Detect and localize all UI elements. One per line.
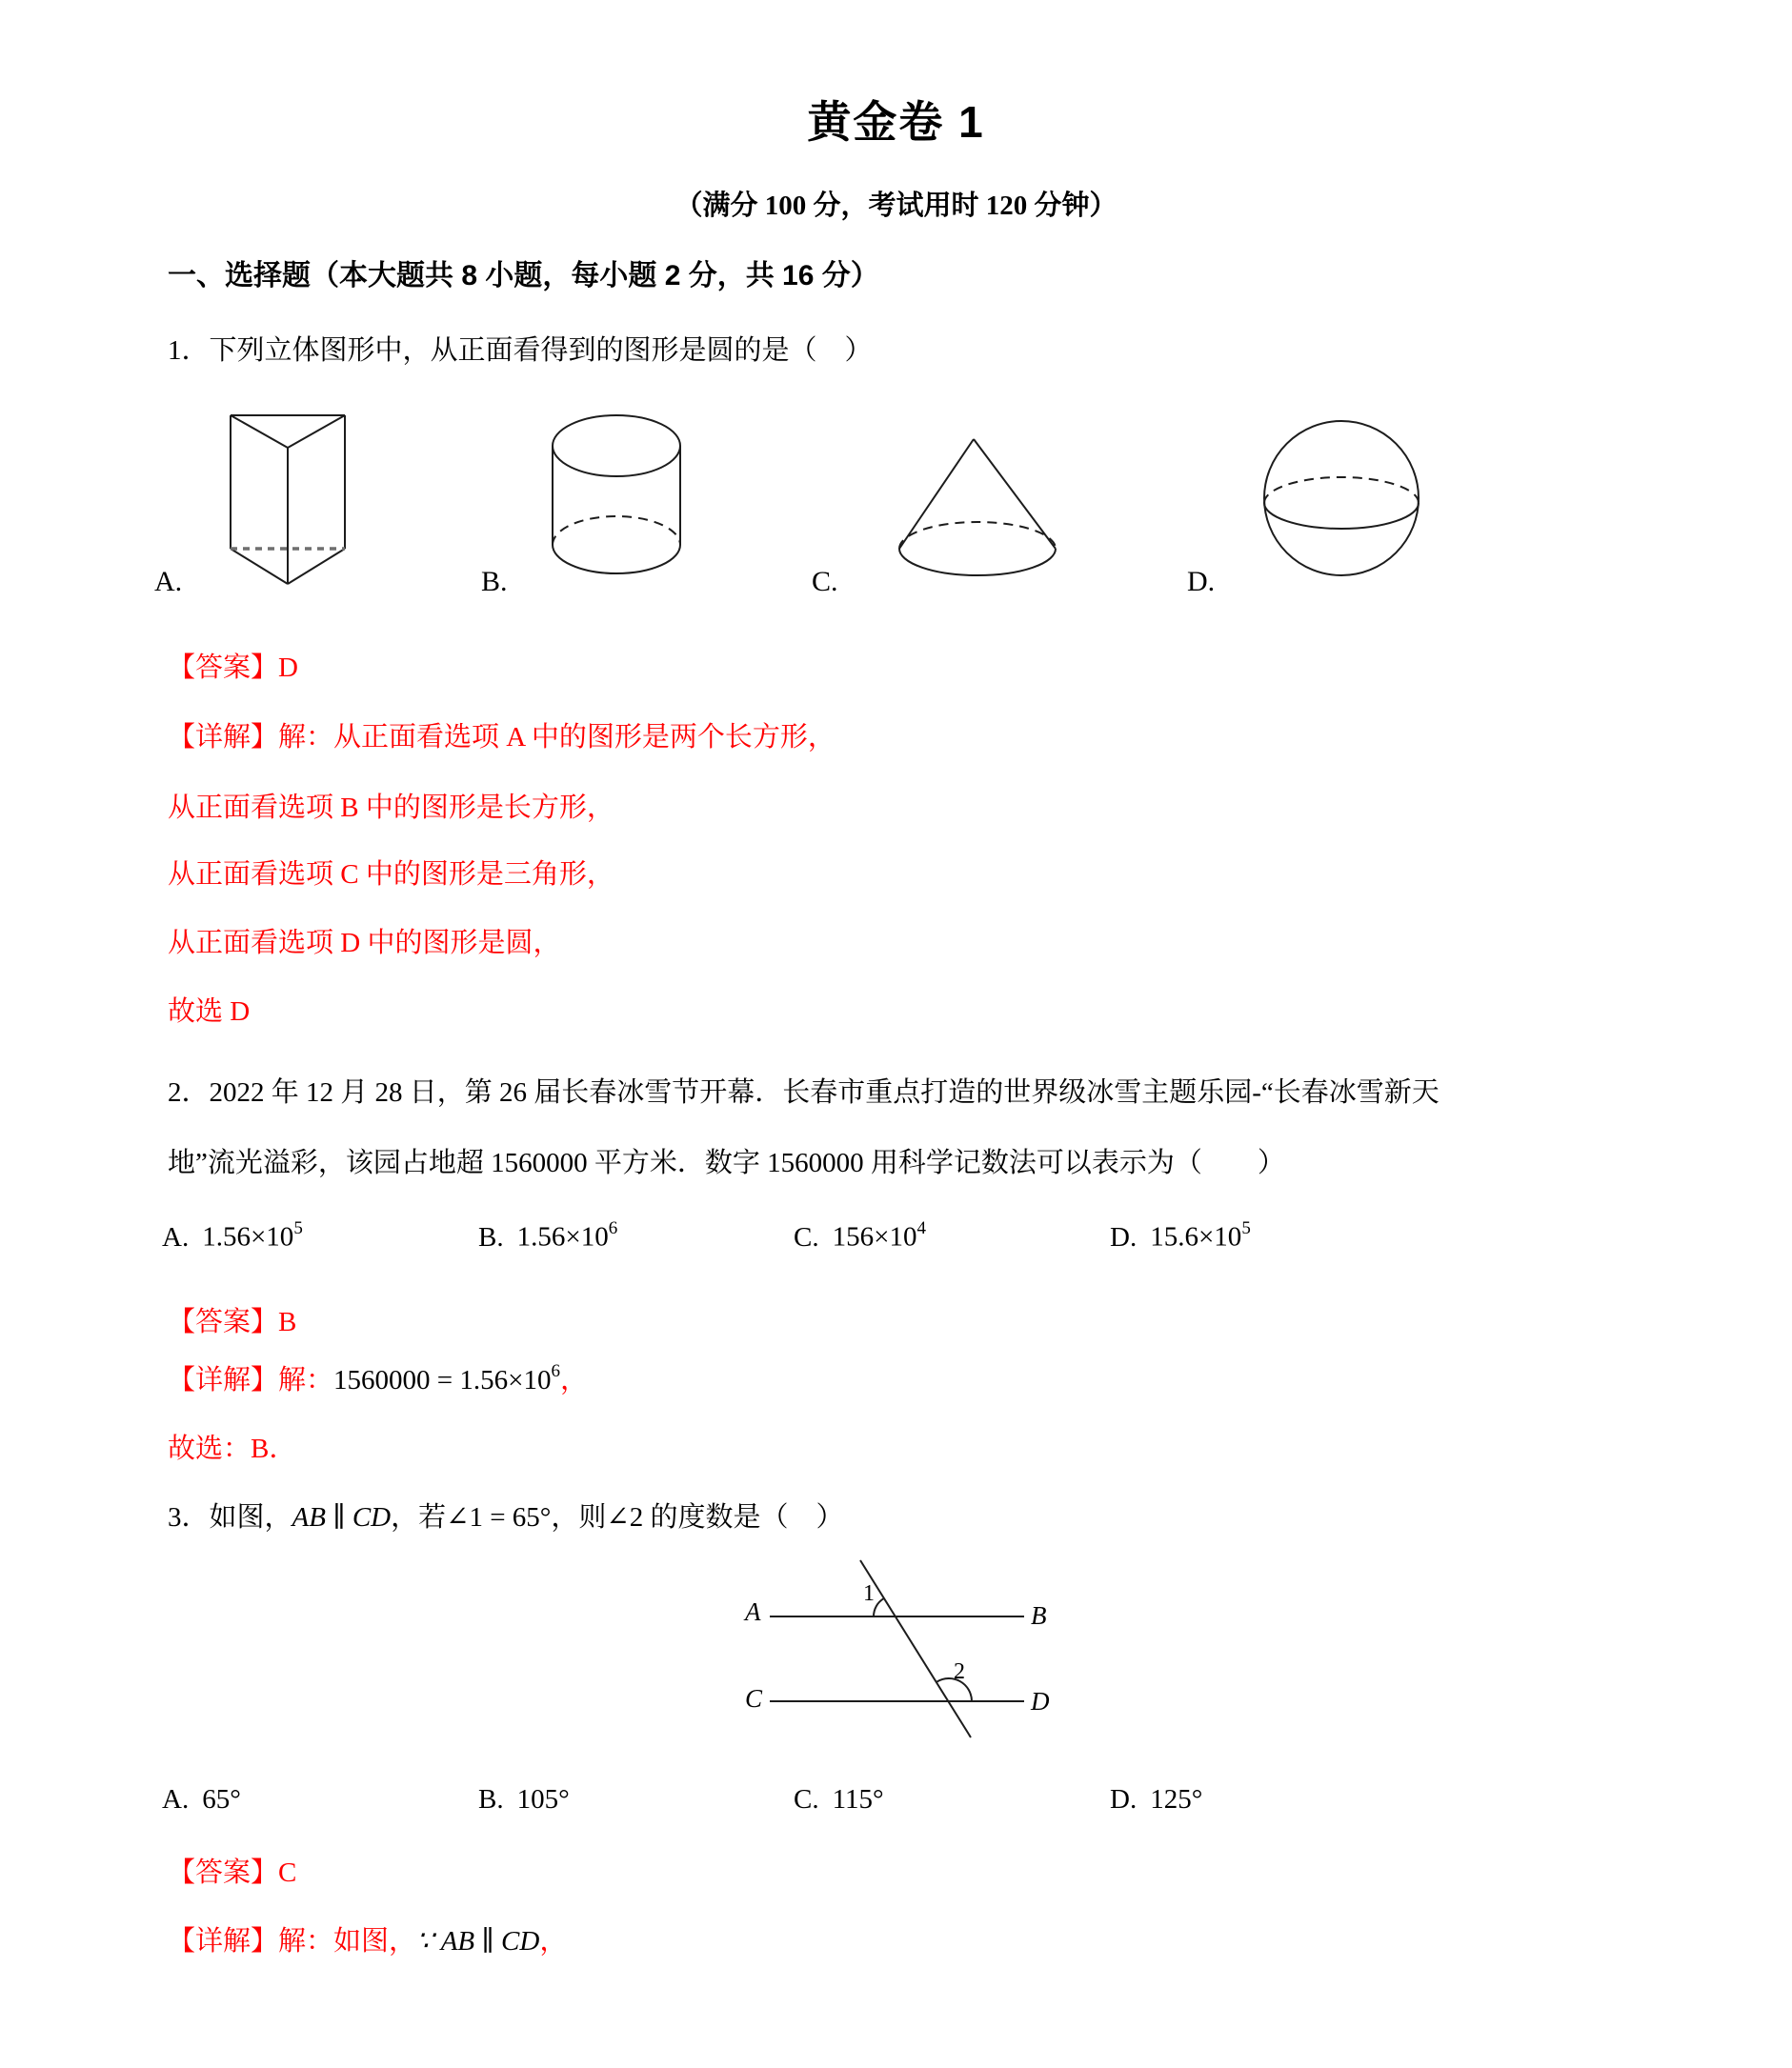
q2-option-c: [794, 1220, 926, 1254]
explanation-suffix: ，: [559, 1365, 588, 1395]
point-label-d: D: [1031, 1687, 1050, 1716]
cylinder-figure: [553, 415, 680, 573]
parallel-lines-figure: [743, 1546, 1067, 1751]
exam-title: 黄金卷 1: [807, 97, 985, 147]
q3-option-a: [162, 1784, 241, 1816]
point-label-c: C: [745, 1684, 763, 1713]
shape-option-b-label: B.: [481, 566, 508, 597]
shape-option-a-label: A.: [154, 566, 183, 597]
option-value: 105°: [516, 1784, 570, 1815]
q3-answer-line: 【答案】C: [168, 1857, 297, 1888]
option-label: B.: [478, 1221, 504, 1253]
exponent: 4: [916, 1218, 926, 1238]
stem-prefix: 3．如图，: [168, 1502, 292, 1533]
angle-1-arc: [874, 1598, 884, 1616]
transversal-line: [860, 1560, 971, 1737]
sphere-figure: [1264, 421, 1419, 575]
exponent: 6: [551, 1361, 560, 1382]
option-label: A.: [162, 1221, 190, 1253]
explanation-suffix: ，: [539, 1926, 568, 1957]
q3-option-d: [1110, 1784, 1202, 1816]
option-label: D.: [1110, 1784, 1138, 1815]
q3-option-b: [478, 1784, 570, 1816]
stem-math: AB ∥ CD: [292, 1502, 392, 1533]
point-label-b: B: [1031, 1601, 1047, 1630]
exponent: 5: [293, 1218, 303, 1238]
q3-explanation-line: [168, 1919, 567, 1958]
stem-rest: ，若∠1 = 65°，则∠2 的度数是（ ）: [391, 1502, 844, 1533]
option-value: 65°: [202, 1784, 241, 1815]
q1-explanation-line: 从正面看选项 C 中的图形是三角形，: [168, 859, 614, 890]
question-2-stem-line-1: 2．2022 年 12 月 28 日，第 26 届长春冰雪节开幕．长春市重点打造的世界级冰雪主题乐园-“长春冰雪新天: [168, 1077, 1440, 1108]
question-1-stem: 1．下列立体图形中，从正面看得到的图形是圆的是（ ）: [168, 335, 873, 366]
question-3-stem: [168, 1496, 843, 1535]
q1-explanation-line: 【详解】解：从正面看选项 A 中的图形是两个长方形，: [168, 722, 836, 753]
angle-1-label: 1: [863, 1581, 875, 1606]
triangular-prism-figure: [231, 415, 345, 584]
q1-answer-line: 【答案】D: [168, 653, 298, 683]
q2-option-a: [162, 1220, 303, 1254]
option-label: C.: [794, 1221, 819, 1253]
q1-explanation-line: 从正面看选项 D 中的图形是圆，: [168, 928, 561, 958]
section-header: 一、选择题（本大题共 8 小题，每小题 2 分，共 16 分）: [168, 260, 879, 291]
q3-option-c: [794, 1784, 884, 1816]
option-value: 156×10: [832, 1221, 917, 1253]
option-value: 1.56×10: [202, 1221, 294, 1253]
option-label: A.: [162, 1784, 190, 1815]
exponent: 6: [608, 1218, 618, 1238]
q2-option-d: [1110, 1220, 1251, 1254]
explanation-prefix: 【详解】解：如图，: [168, 1926, 417, 1957]
angle-2-label: 2: [954, 1659, 965, 1684]
option-value: 15.6×10: [1150, 1221, 1242, 1253]
shape-option-c-label: C.: [812, 566, 838, 597]
explanation-prefix: 【详解】解：: [168, 1365, 334, 1395]
shape-option-d-label: D.: [1187, 566, 1216, 597]
exam-subtitle: （满分 100 分，考试用时 120 分钟）: [675, 191, 1117, 221]
explanation-math: 1560000 = 1.56×10: [333, 1365, 552, 1395]
q2-answer-line: 【答案】B: [168, 1307, 297, 1337]
q2-explanation-line: [168, 1358, 588, 1397]
question-2-stem-line-2: 地”流光溢彩，该园占地超 1560000 平方米．数字 1560000 用科学记数法可以表示为（ ）: [168, 1148, 1285, 1178]
option-label: B.: [478, 1784, 504, 1815]
q2-conclusion-line: 故选：B．: [168, 1434, 297, 1464]
option-value: 1.56×10: [516, 1221, 609, 1253]
point-label-a: A: [745, 1597, 761, 1626]
q1-explanation-line: 从正面看选项 B 中的图形是长方形，: [168, 793, 614, 823]
q1-conclusion-line: 故选 D: [168, 996, 251, 1027]
option-label: D.: [1110, 1221, 1138, 1253]
option-value: 115°: [832, 1784, 884, 1815]
option-label: C.: [794, 1784, 819, 1815]
q2-option-b: [478, 1220, 617, 1254]
explanation-math: ∵ AB ∥ CD: [416, 1926, 540, 1957]
option-value: 125°: [1150, 1784, 1203, 1815]
cone-figure: [899, 439, 1056, 575]
exponent: 5: [1241, 1218, 1251, 1238]
solid-shapes-figure: [0, 400, 1524, 619]
